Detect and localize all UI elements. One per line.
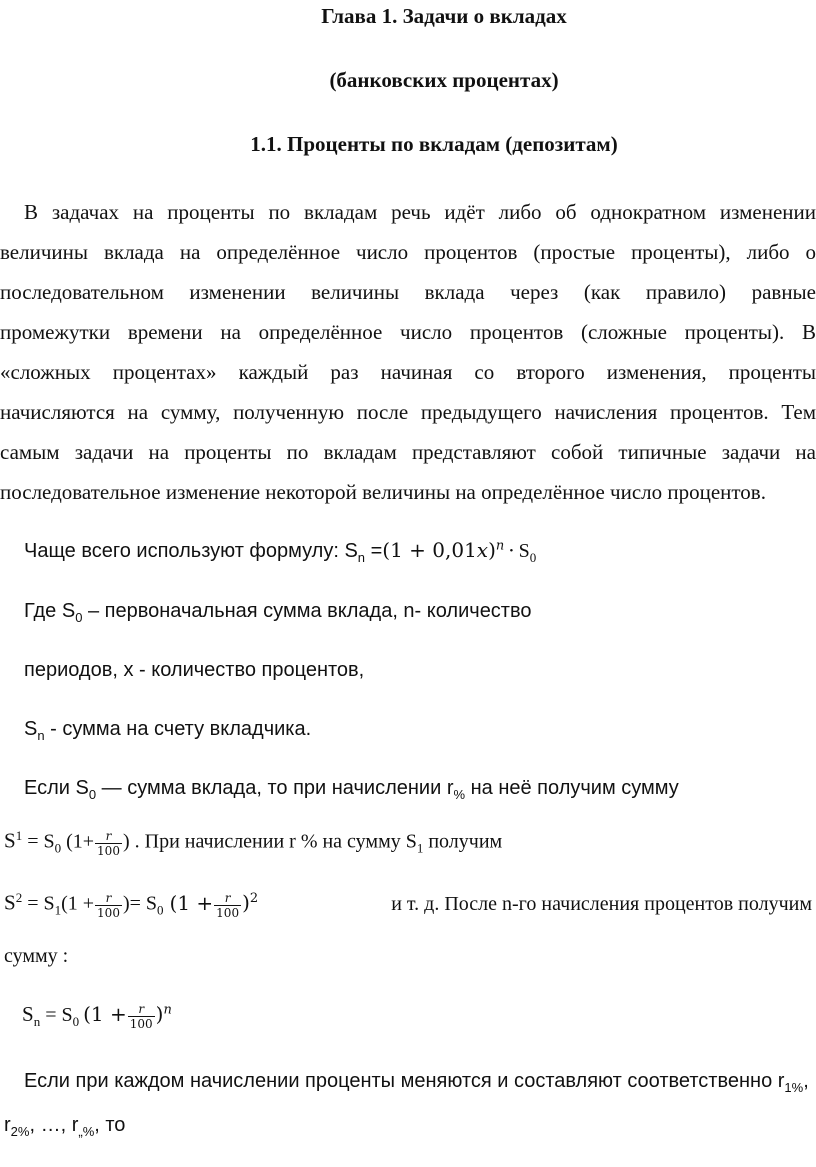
paragraph-line: последовательное изменение некоторой величины на определённое число процентов. [0,480,766,504]
definition-line: периодов, x - количество процентов, [24,659,365,681]
fraction: $\frac{r}{100}$ [97,890,120,920]
formula-expression: (1 + 0,01 [382,538,477,562]
section-title: 1.1. Проценты по вкладам (депозитам) [250,132,618,156]
sentence-line: $r_{2\%}$, …, $r_{„\%}$, то [4,1114,126,1139]
paragraph-line: промежутки времени на определённое число процентов (сложные проценты). В [0,320,816,344]
fraction: $\frac{r}{100}$ [216,890,240,920]
paragraph-line: величины вклада на определённое число процентов (простые проценты), либо о [0,240,816,264]
paragraph-line: В задачах на проценты по вкладам речь идёт либо об однократном изменении [24,200,816,224]
sentence-line: сумму : [4,945,69,967]
paragraph-line: «сложных процентах» каждый раз начиная со второго изменения, проценты [0,360,816,384]
formula-label: Чаще всего используют формулу: S [24,540,358,562]
paragraph-line: самым задачи на проценты по вкладам представляют собой типичные задачи на [0,440,816,464]
fraction: $\frac{r}{100}$ [129,1002,153,1031]
formula-line: Чаще всего используют формулу: $S_n =(1 + 0,01x)^n \cdot S_0$ [24,538,537,565]
definition-line: Где $S_0$ – первоначальная сумма вклада, n- количество [24,600,532,625]
intro-paragraph [0,192,816,512]
sentence-line: Если при каждом начислении проценты меняются и составляют соответственно $r_{1\%}$, [24,1070,809,1095]
sentence-fragment: и т. д. После n-го начисления процентов получим [391,893,812,916]
fraction: $\frac{r}{100}$ [97,828,120,858]
paragraph-line: последовательном изменении величины вклада через (как правило) равные [0,280,816,304]
chapter-subtitle: (банковских процентах) [329,68,559,92]
definition-line: $S_n$ - сумма на счету вкладчика. [24,718,312,743]
formula-s2-line [4,890,812,920]
paragraph-line: начисляются на сумму, полученную после предыдущего начисления процентов. Тем [0,400,816,424]
formula-s1-line: $S^1 = S_0$ (1+ $\frac{r}{100}$ ) . При начислении r % на сумму $S_1$ получим [4,828,503,858]
formula-s2: $S^2 = S_1(1$ + $\frac{r}{100}$ )= $S_0$ (1 + $\frac{r}{100}$ )$^2$ [4,890,259,920]
sentence-line: Если $S_0$ — сумма вклада, то при начислении $r_{\%}$ на неё получим сумму [24,777,679,802]
formula-sn-line: $S_n = S_0$ (1 + $\frac{r}{100}$ )$^n$ [22,1002,172,1031]
chapter-title: Глава 1. Задачи о вкладах [321,4,567,28]
